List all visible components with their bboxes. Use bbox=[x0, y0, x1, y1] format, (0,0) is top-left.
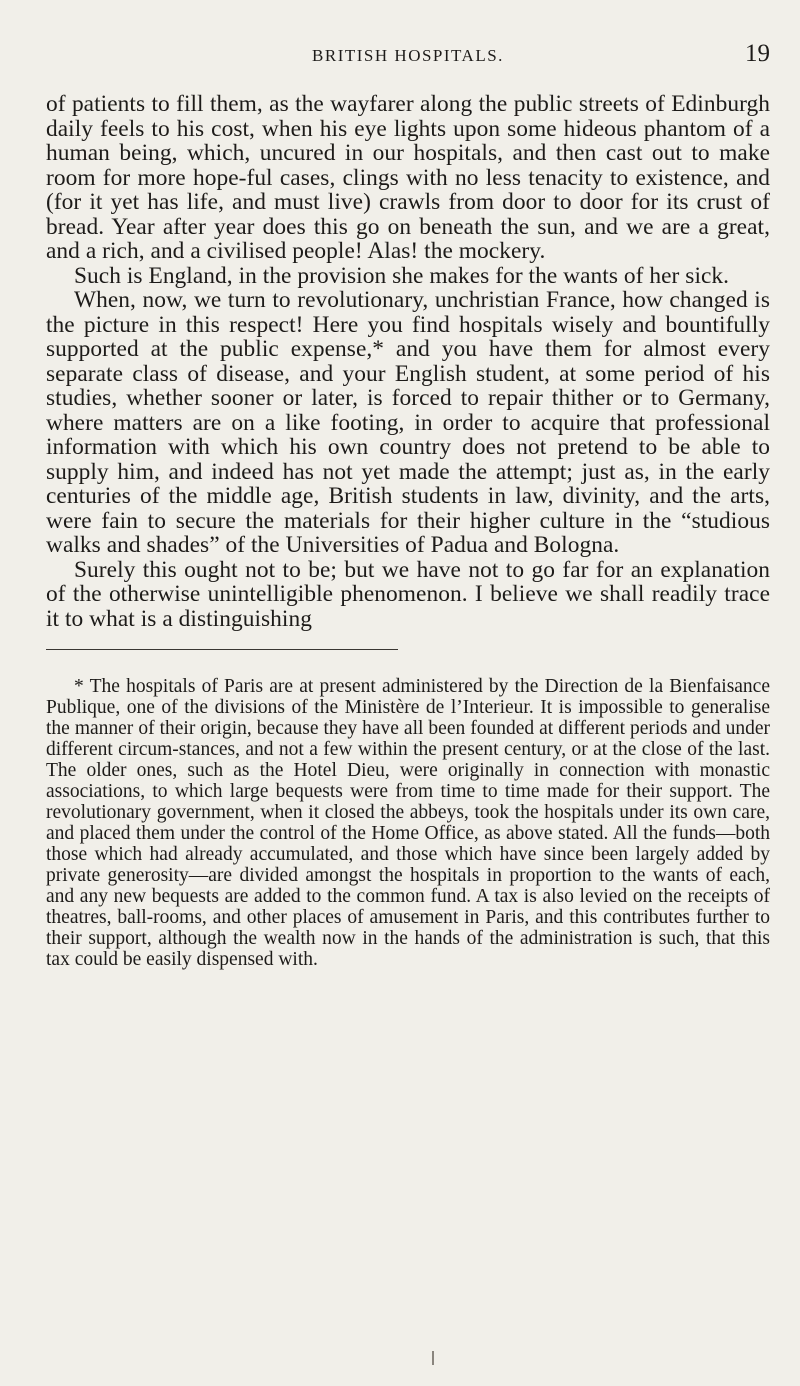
footnote: * The hospitals of Paris are at present administered by the Direction de la Bienfaisance Publique, one of the divisions of the Ministère de l’Interieur. It is impossible to generalise the manner of their origin, because they have all been founded at different periods and under different circum-stances, and not a few within the present century, or at the close of the last. The older ones, such as the Hotel Dieu, were originally in connection with monastic associations, to which large bequests were from time to time made for their support. The revolutionary government, when it closed the abbeys, took the hospitals under its own care, and placed them under the control of the Home Office, as above stated. All the funds—both those which had already accumulated, and those which have since been largely added by private generosity—are divided amongst the hospitals in proportion to the wants of each, and any new bequests are added to the common fund. A tax is also levied on the receipts of theatres, ball-rooms, and other places of amusement in Paris, and this contributes further to their support, although the wealth now in the hands of the administration is such, that this tax could be easily dispensed with. bbox=[46, 676, 770, 970]
running-head: BRITISH HOSPITALS. bbox=[312, 46, 504, 65]
paragraph-4: Surely this ought not to be; but we have not to go far for an explanation of the otherwise unintelligible phenomenon. I believe we shall readily trace it to what is a distinguishing bbox=[46, 556, 770, 632]
page-number: 19 bbox=[745, 40, 770, 67]
paragraph-3: When, now, we turn to revolutionary, unchristian France, how changed is the picture in this respect! Here you find hospitals wisely and bountifully supported at the public expense,* and you have them for almost every separate class of disease, and your English student, at some period of his studies, whether sooner or later, is forced to repair thither or to Germany, where matters are on a like footing, in order to acquire that professional information with which his own country does not pretend to be able to supply him, and indeed has not yet made the attempt; just as, in the early centuries of the middle age, British students in law, divinity, and the arts, were fain to secure the materials for their higher culture in the “studious walks and shades” of the Universities of Padua and Bologna. bbox=[46, 287, 770, 558]
book-page bbox=[46, 0, 770, 970]
page-header bbox=[46, 0, 770, 92]
paragraph-1: of patients to fill them, as the wayfarer along the public streets of Edinburgh daily feels to his cost, when his eye lights upon some hideous phantom of a human being, which, uncured in our hospitals, and then cast out to make room for more hope-ful cases, clings with no less tenacity to existence, and (for it yet has life, and must live) crawls from door to door for its crust of bread. Year after year does this go on beneath the sun, and we are a great, and a rich, and a civilised people! Alas! the mockery. bbox=[46, 91, 770, 264]
main-text bbox=[46, 92, 770, 631]
paragraph-2: Such is England, in the provision she makes for the wants of her sick. bbox=[74, 262, 730, 289]
scan-mark bbox=[432, 1351, 434, 1365]
footnote-divider bbox=[46, 649, 398, 650]
